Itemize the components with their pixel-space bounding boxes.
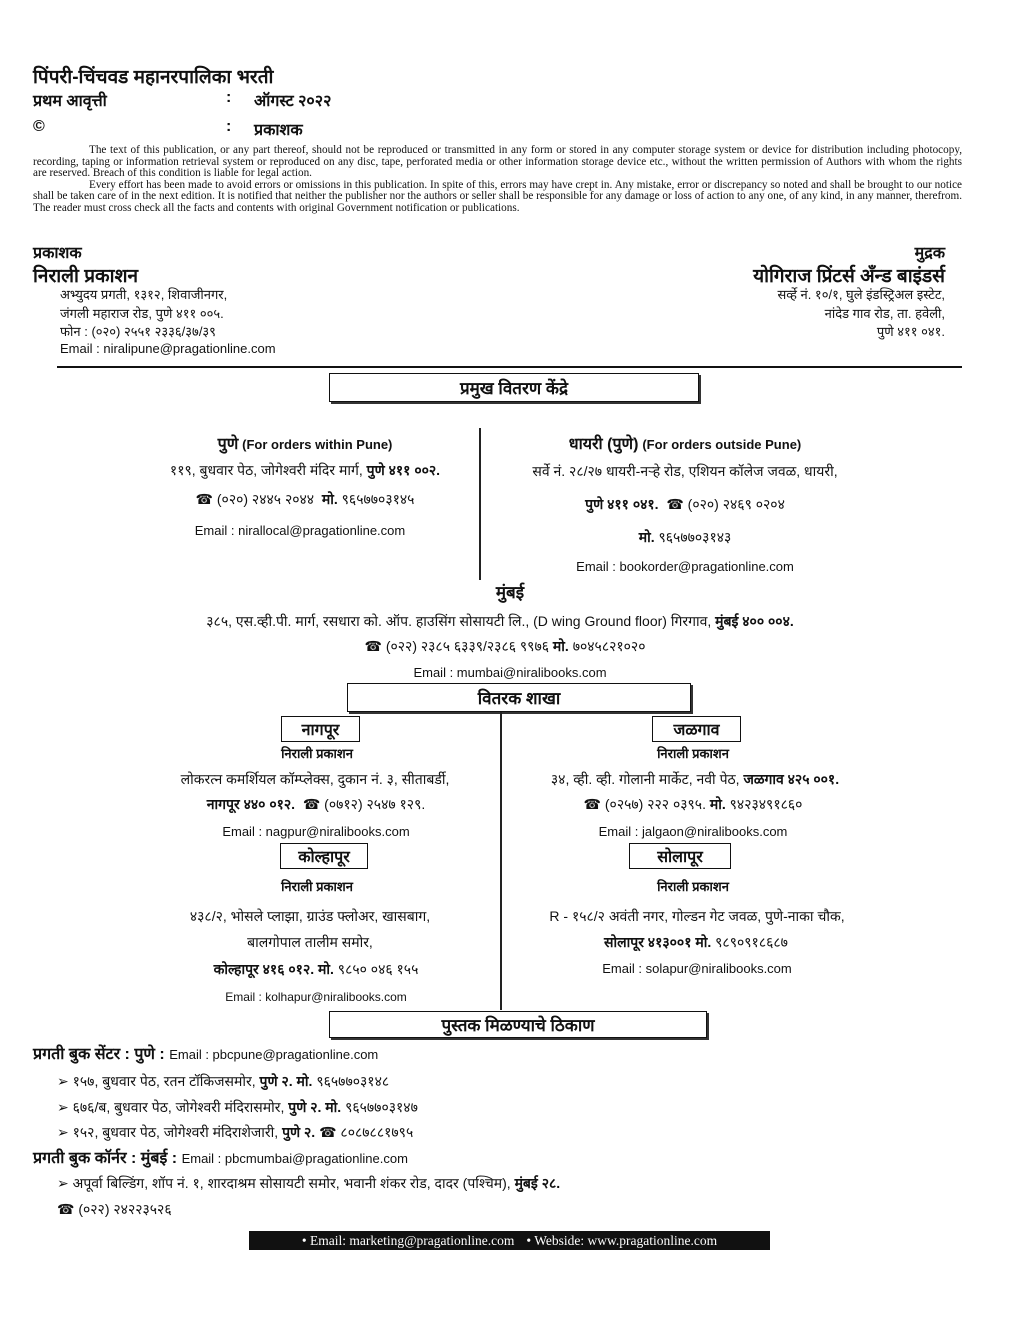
list-item [57,1072,389,1091]
mobile-number: ७०४५८२१०२० [572,638,646,654]
address-text: ३४, व्ही. व्ही. गोलानी मार्केट, नवी पेठ, [550,771,740,787]
dhayari-name: धायरी (पुणे) [568,436,639,453]
item-text: ६७६/ब, बुधवार पेठ, जोगेश्वरी मंदिरासमोर, [72,1099,285,1115]
column-divider [500,712,502,1010]
mumbai-bookshop-heading [33,1146,408,1168]
legal-notice [33,145,962,214]
publisher-name: निराली प्रकाशन [33,266,139,287]
mumbai-bookshop-phone: ☎ (०२२) २४२२३५२६ [57,1201,172,1217]
branches-title-box [347,683,691,712]
branch-city-box [629,843,731,869]
publisher-label: प्रकाशक [33,245,82,262]
dhayari-phone [585,495,785,514]
branch-phone [207,795,426,814]
item-bold: पुणे २. मो. [288,1099,342,1115]
branches-title: वितरक शाखा [477,689,561,708]
dhayari-mobile [639,528,732,547]
branch-city: सोलापूर [657,849,703,866]
printer-address: पुणे ४११ ०४१. [876,324,945,339]
copyright-colon: : [226,118,232,135]
item-phone: ☎ ८०८७८८१७९५ [319,1124,414,1140]
branch-address: ४३८/२, भोसले प्लाझा, ग्राउंड फ्लोअर, खासबाग, [189,908,431,924]
pune-bookshop-heading [33,1042,378,1064]
heading-email: Email : pbcmumbai@pragationline.com [181,1151,408,1166]
item-text: १५२, बुधवार पेठ, जोगेश्वरी मंदिराशेजारी, [72,1124,279,1140]
branch-email: Email : kolhapur@niralibooks.com [225,990,407,1004]
branch-city-box [280,843,368,869]
distribution-title: प्रमुख वितरण केंद्रे [459,379,569,398]
branch-city: नागपूर [301,722,340,739]
mobile-number: ९४२३४९१८६० [729,796,803,812]
list-item [57,1123,413,1142]
address-city: पुणे ४११ ००२. [366,462,441,478]
branch-city: जळगाव [673,722,720,739]
mumbai-email: Email : mumbai@niralibooks.com [413,665,607,680]
mumbai-phone [364,637,645,656]
arrow-bullet-icon: ➢ [57,1175,69,1191]
mobile-label: मो. [638,529,655,545]
branch-address: R - १५८/२ अवंती नगर, गोल्डन गेट जवळ, पुणे-नाका चौक, [549,908,845,924]
dhayari-note: (For orders outside Pune) [642,437,802,452]
pune-address [170,461,440,480]
column-divider [479,428,481,580]
list-item [57,1098,418,1117]
mobile-label: मो. [709,796,726,812]
branch-phone [214,960,419,979]
branch-city-box [281,716,360,742]
pune-heading [218,432,393,454]
heading-text: प्रगती बुक कॉर्नर : मुंबई : [33,1150,178,1167]
edition-colon: : [226,89,232,106]
copyright-symbol: © [33,118,45,135]
printer-label: मुद्रक [914,245,945,262]
item-bold: पुणे २. [282,1124,316,1140]
branch-org: निराली प्रकाशन [281,879,353,894]
publisher-email: Email : niralipune@pragationline.com [60,341,276,356]
footer-email[interactable]: • Email: marketing@pragationline.com [301,1232,515,1248]
legal-paragraph: Every effort has been made to avoid errors or omissions in this publication. In spite of this, errors may have crept in. Any mistake, error or discrepancy so noted and shall be brought to our notice shall be taken care of in the next edition. It is notified that neither the publisher nor the authors or seller shall be responsible for any damage or loss of action to any one, of any kind, in any manner, therefrom. The reader must cross check all the facts and contents with original Government notification or publications. [33,178,962,214]
branch-address: बालगोपाल तालीम समोर, [247,934,373,950]
pune-note: (For orders within Pune) [242,437,393,452]
address-city: पुणे ४११ ०४१. [585,496,659,512]
publisher-address: अभ्युदय प्रगती, १३१२, शिवाजीनगर, [60,287,228,302]
item-bold: पुणे २. मो. [259,1073,313,1089]
heading-text: प्रगती बुक सेंटर : पुणे : [33,1046,165,1063]
printer-address: सर्व्हे नं. १०/१, घुले इंडस्ट्रिअल इस्टेट, [777,287,945,302]
legal-paragraph: The text of this publication, or any part thereof, should not be reproduced or transmitted in any form or stored in any computer storage system or device for distribution including photocopy, recording, taping or information retrieval system or reproduced on any disc, tape, perforated media or other information storage device etc., without the written permission of Authors with whom the rights are reserved. Breach of this condition is liable for legal action. [33,144,962,179]
item-phone: ९६५७७०३१४८ [316,1073,390,1089]
arrow-bullet-icon: ➢ [57,1073,69,1089]
address-text: ३८५, एस.व्ही.पी. मार्ग, रसधारा को. ऑप. हाउसिंग सोसायटी लि., (D wing Ground floor) गिरगाव, [206,613,712,629]
address-city: जळगाव ४२५ ००१. [743,771,840,787]
item-bold: मुंबई २८. [514,1175,561,1191]
mobile-number: ९८९०९१८६८७ [715,934,788,950]
bookshops-title: पुस्तक मिळण्याचे ठिकाण [441,1016,595,1035]
item-text: १५७, बुधवार पेठ, रतन टॉकिजसमोर, [72,1073,256,1089]
footer-bar [249,1231,770,1250]
phone-text: ☎ (०२०) २४६९ ०२०४ [666,496,785,512]
branch-address: लोकरत्न कमर्शियल कॉम्प्लेक्स, दुकान नं. ३, सीताबर्डी, [180,771,450,787]
footer-website[interactable]: • Webside: www.pragationline.com [526,1232,718,1248]
branch-phone [604,933,788,952]
branch-email: Email : solapur@niralibooks.com [602,961,792,976]
mobile-number: ९६५७७०३१४३ [658,529,732,545]
printer-address: नांदेड गाव रोड, ता. हवेली, [824,306,945,321]
branch-city-box [652,716,741,742]
arrow-bullet-icon: ➢ [57,1099,69,1115]
pune-email: Email : nirallocal@pragationline.com [194,523,406,538]
mobile-label: सोलापूर ४१३००१ मो. [604,934,712,950]
edition-value: ऑगस्ट २०२२ [254,93,332,110]
publisher-address: जंगली महाराज रोड, पुणे ४११ ००५. [60,306,224,321]
branch-org: निराली प्रकाशन [657,879,729,894]
mobile-label: मो. [321,491,338,507]
dhayari-address: सर्वे नं. २८/२७ धायरी-नऱ्हे रोड, एशियन कॉलेज जवळ, धायरी, [532,463,838,479]
phone-text: ☎ (०२०) २४४५ २०४४ [195,491,315,507]
phone-text: ☎ (०७१२) २५४७ १२९. [302,796,426,812]
branch-address [551,770,839,789]
address-city: मुंबई ४०० ००४. [715,613,794,629]
mumbai-address [206,612,793,631]
branch-email: Email : jalgaon@niralibooks.com [598,824,788,839]
address-text: ११९, बुधवार पेठ, जोगेश्वरी मंदिर मार्ग, [169,462,363,478]
distribution-title-box [329,373,699,402]
phone-text: ☎ (०२२) २३८५ ६३३९/२३८६ ९९७६ [364,638,550,654]
mobile-number: ९८५० ०४६ १५५ [337,961,419,977]
divider [57,366,962,368]
branch-org: निराली प्रकाशन [281,746,353,761]
address-city: नागपूर ४४० ०१२. [206,796,296,812]
copyright-holder: प्रकाशक [254,122,303,139]
printer-name: योगिराज प्रिंटर्स अँन्ड बाइंडर्स [753,266,945,287]
arrow-bullet-icon: ➢ [57,1124,69,1140]
item-phone: ९६५७७०३१४७ [345,1099,418,1115]
publisher-phone: फोन : (०२०) २५५१ २३३६/३७/३९ [60,324,216,339]
item-text: अपूर्वा बिल्डिंग, शॉप नं. १, शारदाश्रम सोसायटी समोर, भवानी शंकर रोड, दादर (पश्चिम), [72,1175,511,1191]
heading-email: Email : pbcpune@pragationline.com [169,1047,379,1062]
edition-label: प्रथम आवृत्ती [33,93,107,110]
branch-org: निराली प्रकाशन [657,746,729,761]
pune-phone [196,490,415,509]
dhayari-heading [569,432,802,454]
phone-text: ☎ (०२५७) २२२ ०३९५. [583,796,706,812]
mobile-label: मो. [552,638,569,654]
list-item [57,1174,560,1193]
branch-phone [584,795,803,814]
pune-name: पुणे [217,436,239,453]
mumbai-heading: मुंबई [495,583,525,602]
mobile-number: ९६५७७०३१४५ [341,491,415,507]
branch-email: Email : nagpur@niralibooks.com [222,824,410,839]
bookshops-title-box [329,1011,707,1038]
branch-city: कोल्हापूर [298,849,350,866]
dhayari-email: Email : bookorder@pragationline.com [576,559,794,574]
page-title: पिंपरी-चिंचवड महानरपालिका भरती [33,67,274,88]
mobile-label: कोल्हापूर ४१६ ०१२. मो. [213,961,334,977]
